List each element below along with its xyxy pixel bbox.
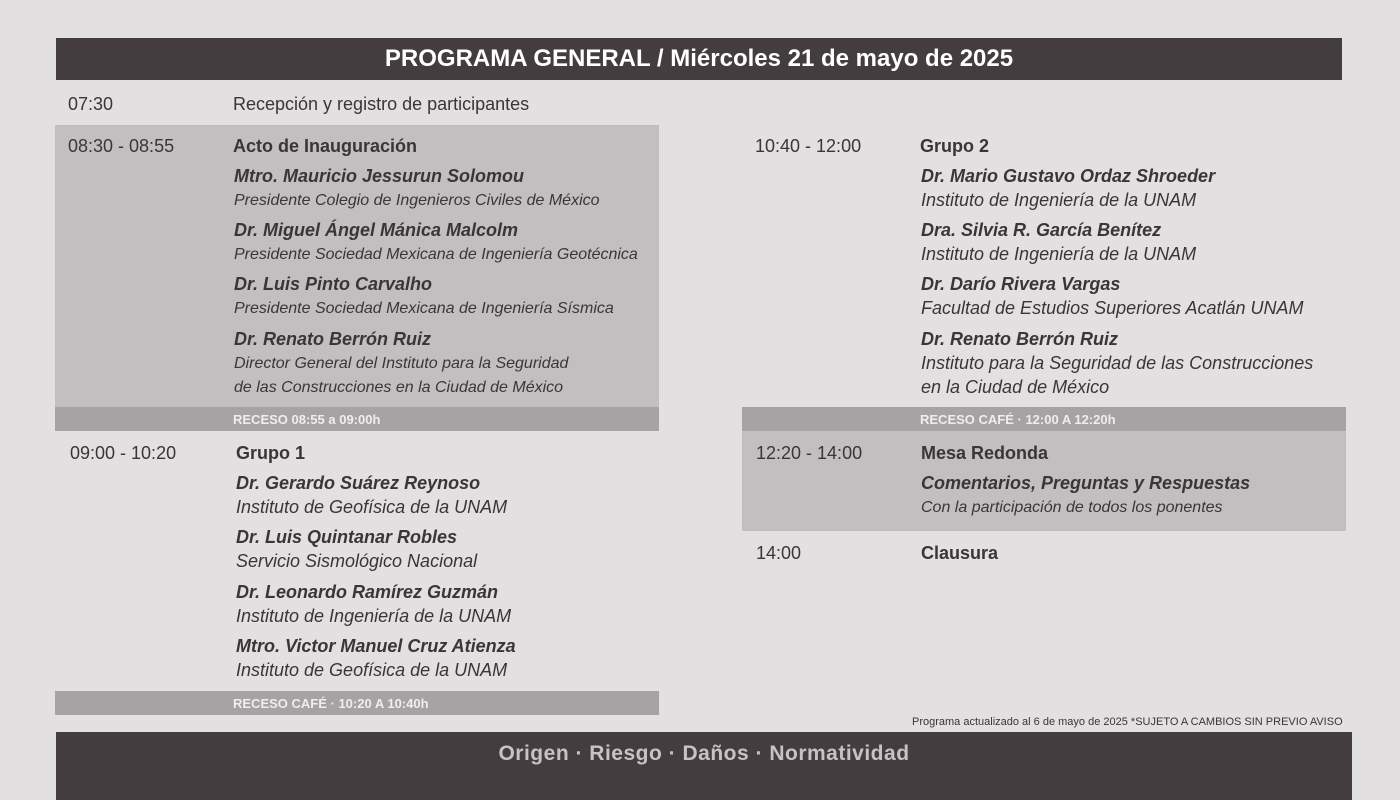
speaker-name: Dr. Luis Pinto Carvalho: [234, 274, 433, 294]
recess-bar: [55, 407, 659, 431]
reception-label: Recepción y registro de participantes: [233, 94, 530, 114]
speaker-name: Dr. Leonardo Ramírez Guzmán: [236, 582, 499, 602]
footer-bar: [56, 732, 1352, 800]
closing-label: Clausura: [921, 543, 999, 563]
program-header: [56, 38, 1342, 80]
speaker-name: Mtro. Mauricio Jessurun Solomou: [234, 166, 525, 186]
recess-bar: [55, 691, 659, 715]
speaker-name: Mtro. Victor Manuel Cruz Atienza: [236, 636, 516, 656]
program-title: PROGRAMA GENERAL / Miércoles 21 de mayo de 2025: [384, 45, 1014, 72]
recess-label: RECESO CAFÉ · 12:00 A 12:20h: [920, 411, 1116, 427]
closing-time: 14:00: [756, 543, 802, 563]
group1-title: Grupo 1: [236, 443, 306, 463]
speaker-name: Dr. Gerardo Suárez Reynoso: [236, 473, 481, 493]
roundtable-subtitle: Comentarios, Preguntas y Respuestas: [921, 473, 1251, 493]
speaker-name: Dr. Miguel Ángel Mánica Malcolm: [234, 220, 519, 240]
recess-label: RECESO 08:55 a 09:00h: [233, 411, 381, 427]
speaker-affiliation: Servicio Sismológico Nacional: [236, 551, 478, 571]
speaker-affiliation: Instituto para la Seguridad de las Construcciones: [921, 353, 1314, 373]
speaker-name: Dr. Renato Berrón Ruiz: [921, 329, 1119, 349]
inauguration-time: 08:30 - 08:55: [68, 136, 175, 156]
speaker-name: Dr. Mario Gustavo Ordaz Shroeder: [921, 166, 1216, 186]
group1-time: 09:00 - 10:20: [70, 443, 177, 463]
speaker-name: Dra. Silvia R. García Benítez: [921, 220, 1162, 240]
inauguration-title: Acto de Inauguración: [233, 136, 418, 156]
speaker-affiliation: Facultad de Estudios Superiores Acatlán UNAM: [921, 298, 1304, 318]
speaker-affiliation: en la Ciudad de México: [921, 377, 1110, 397]
update-note: Programa actualizado al 6 de mayo de 2025 *SUJETO A CAMBIOS SIN PREVIO AVISO: [912, 716, 1343, 728]
speaker-affiliation: Instituto de Geofísica de la UNAM: [236, 497, 508, 517]
speaker-affiliation: Instituto de Ingeniería de la UNAM: [921, 190, 1197, 210]
roundtable-time: 12:20 - 14:00: [756, 443, 863, 463]
speaker-affiliation: Presidente Colegio de Ingenieros Civiles de México: [234, 192, 600, 209]
recess-bar: [742, 407, 1346, 431]
reception-time: 07:30: [68, 94, 114, 114]
roundtable-note: Con la participación de todos los ponentes: [921, 499, 1223, 516]
speaker-affiliation: Director General del Instituto para la Seguridad: [234, 355, 569, 372]
speaker-name: Dr. Darío Rivera Vargas: [921, 274, 1121, 294]
speaker-affiliation: Presidente Sociedad Mexicana de Ingeniería Sísmica: [234, 300, 614, 317]
group2-title: Grupo 2: [920, 136, 990, 156]
group2-time: 10:40 - 12:00: [755, 136, 862, 156]
speaker-affiliation: Instituto de Ingeniería de la UNAM: [921, 244, 1197, 264]
speaker-name: Dr. Luis Quintanar Robles: [236, 527, 458, 547]
speaker-affiliation: Presidente Sociedad Mexicana de Ingeniería Geotécnica: [234, 246, 638, 263]
footer-tagline: Origen · Riesgo · Daños · Normatividad: [498, 742, 910, 765]
recess-label: RECESO CAFÉ · 10:20 A 10:40h: [233, 695, 429, 711]
speaker-affiliation: Instituto de Ingeniería de la UNAM: [236, 606, 512, 626]
speaker-affiliation: de las Construcciones en la Ciudad de México: [234, 379, 564, 396]
roundtable-title: Mesa Redonda: [921, 443, 1049, 463]
speaker-name: Dr. Renato Berrón Ruiz: [234, 329, 432, 349]
speaker-affiliation: Instituto de Geofísica de la UNAM: [236, 660, 508, 680]
